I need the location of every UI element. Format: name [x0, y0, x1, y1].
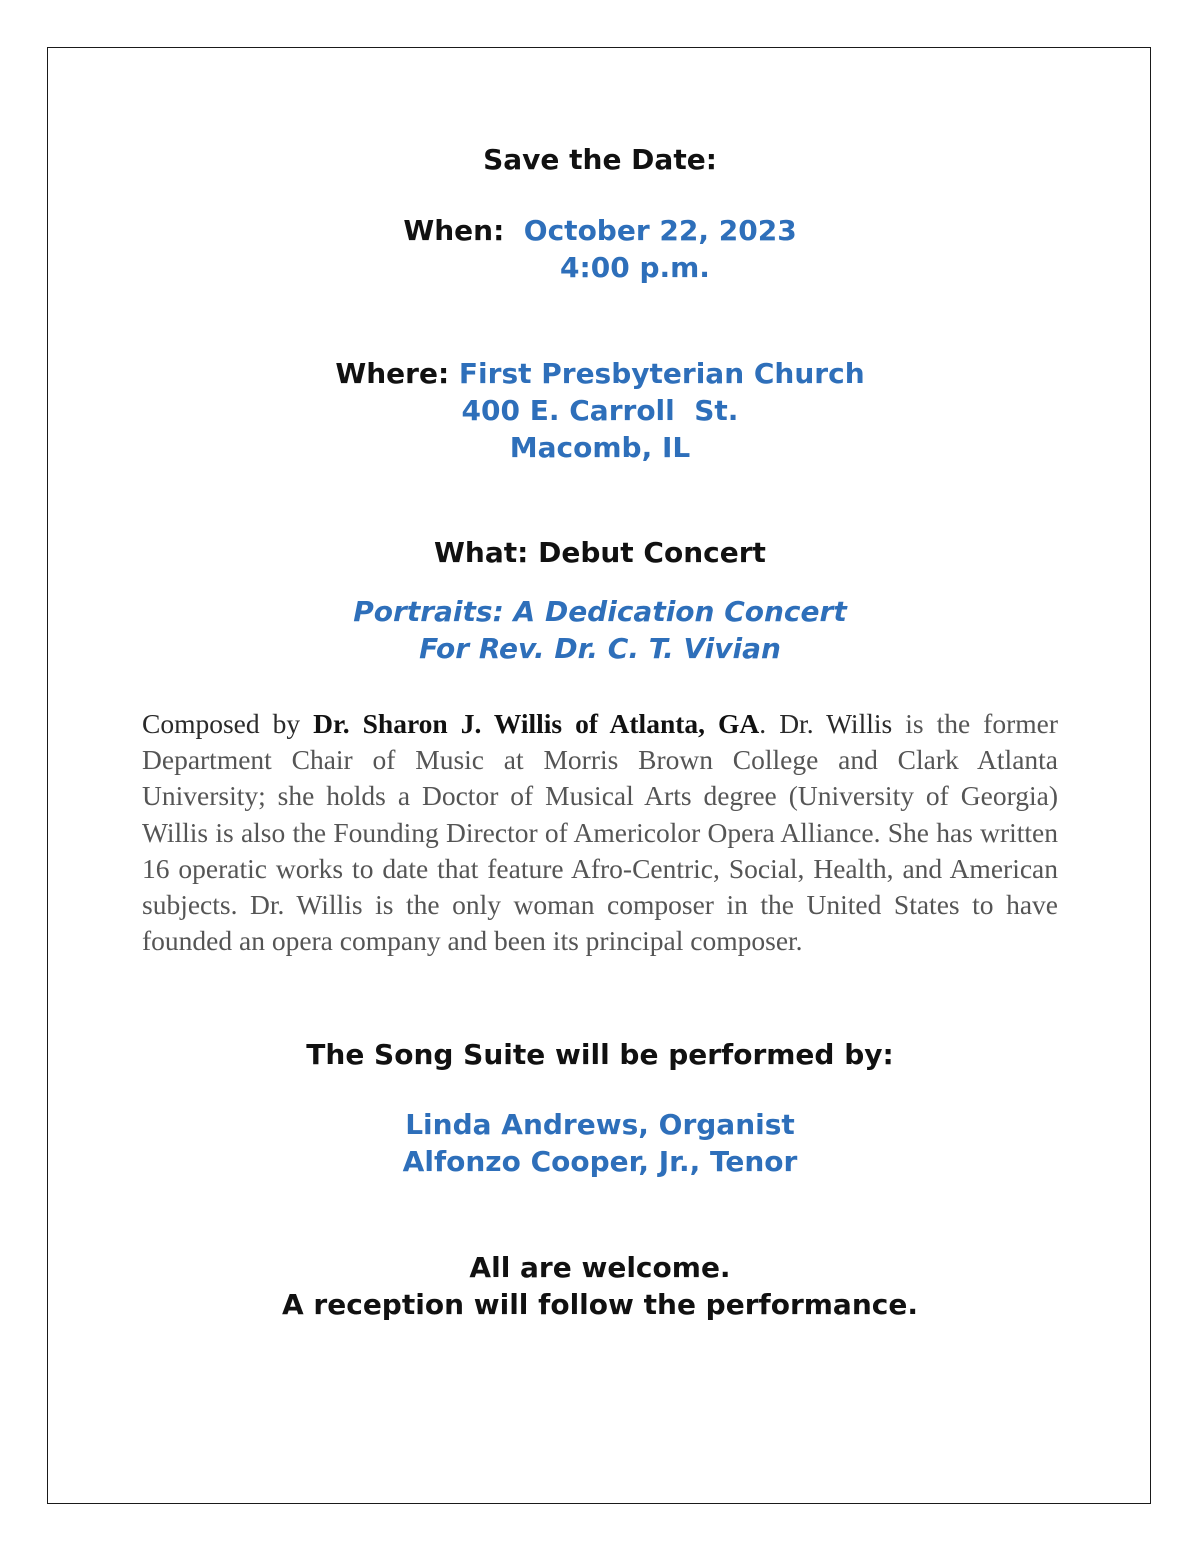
where-label: Where: [335, 357, 450, 390]
when-label: When: [403, 214, 505, 247]
description-intro: Composed by [142, 708, 314, 739]
venue-street: 400 E. Carroll St. [461, 394, 739, 427]
composer-description [142, 706, 1058, 959]
composer-name: Dr. Sharon J. Willis of Atlanta, GA [313, 708, 760, 739]
description-body: is the former Department Chair of Music at Morris Brown College and Clark Atlanta University; she holds a Doctor of Musical Arts degree (University of Georgia) Willis is also the Founding Director of Americolor Opera Alliance. She has written 16 operatic works to date that feature Afro-Centric, Social, Health, and American subjects. Dr. Willis is the only woman composer in the United States to have founded an opera company and been its principal composer. [142, 708, 1059, 957]
concert-title-line2: For Rev. Dr. C. T. Vivian [419, 632, 781, 665]
performer-item: Alfonzo Cooper, Jr., Tenor [402, 1145, 798, 1178]
venue-name: First Presbyterian Church [458, 357, 865, 390]
where-line [0, 356, 1200, 392]
event-date: October 22, 2023 [523, 214, 797, 247]
reception-text: A reception will follow the performance. [282, 1288, 918, 1321]
description-lead: Dr. Willis [779, 708, 893, 739]
when-line [0, 213, 1200, 249]
concert-title-line1: Portraits: A Dedication Concert [353, 595, 847, 628]
performers-heading: The Song Suite will be performed by: [306, 1038, 894, 1071]
performer-item: Linda Andrews, Organist [405, 1108, 795, 1141]
what-heading: What: Debut Concert [434, 536, 766, 569]
event-time: 4:00 p.m. [560, 251, 710, 284]
welcome-text: All are welcome. [469, 1251, 731, 1284]
description-period: . [759, 708, 780, 739]
venue-city: Macomb, IL [509, 431, 691, 464]
save-the-date-heading: Save the Date: [483, 143, 717, 176]
